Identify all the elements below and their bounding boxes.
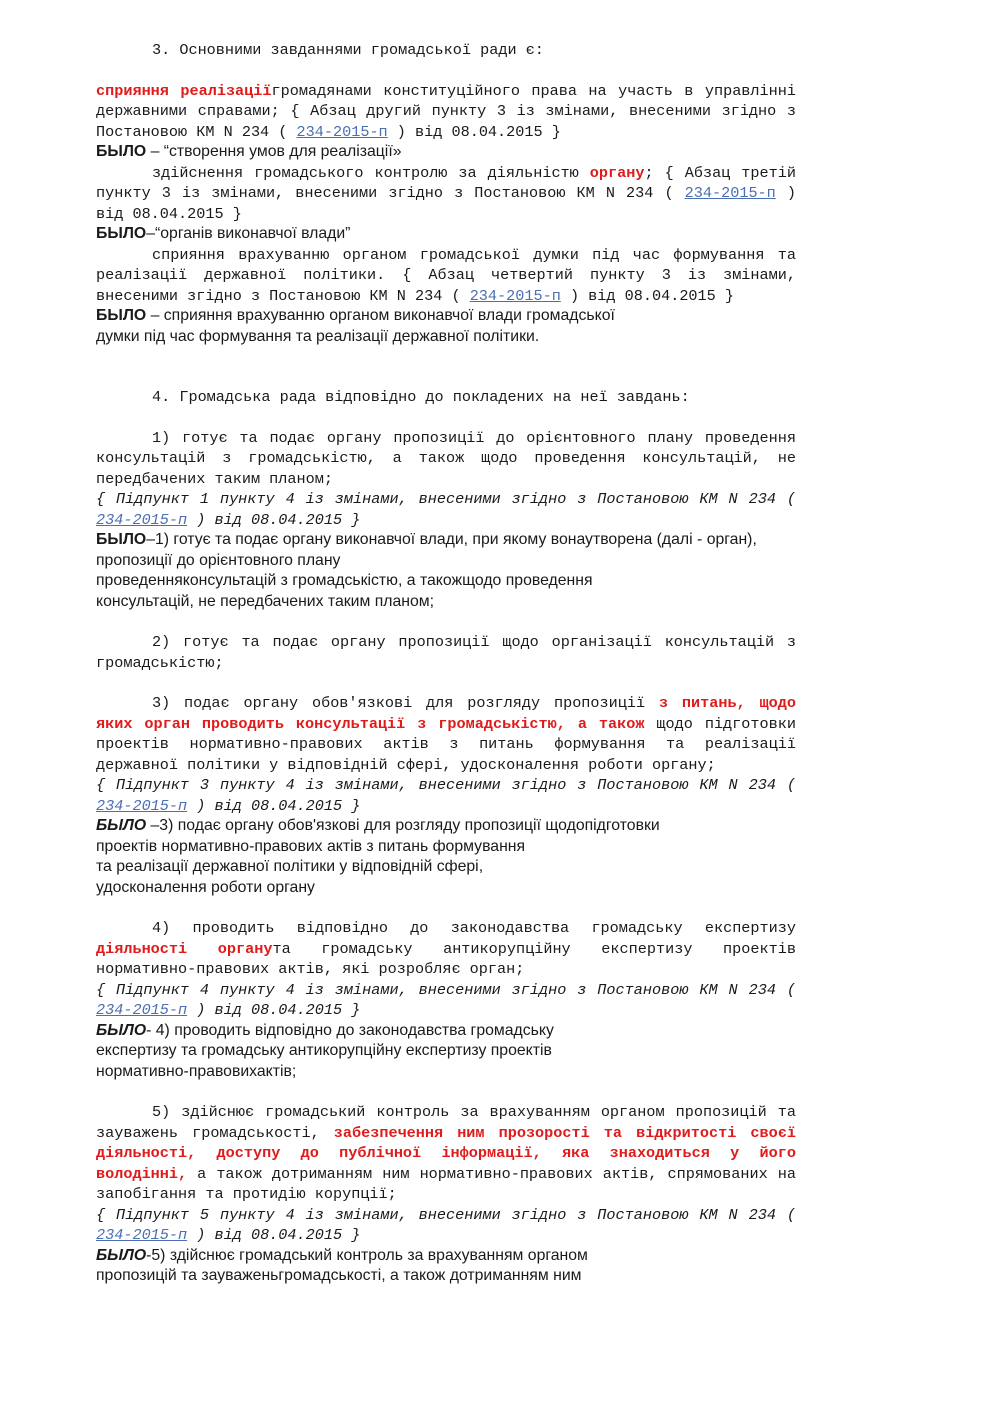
amendment-note: { Підпункт 3 пункту 4 із змінами, внесеними згідно з Постановою КМ N 234 ( bbox=[96, 776, 796, 794]
paragraph-text: 5) здійснює громадський контроль за врахуванням органом пропозицій та зауважень громадськості, bbox=[96, 1103, 796, 1142]
sec3-item2 bbox=[96, 163, 796, 225]
highlight: з питань, щодо яких орган проводить консультації з громадськістю, а також bbox=[96, 694, 796, 733]
bylo-label: БЫЛО bbox=[96, 817, 147, 834]
bylo-text: - 4) проводить відповідно до законодавства громадську bbox=[146, 1021, 554, 1039]
sec4-sub1: 1) готує та подає органу пропозиції до орієнтовного плану проведення консультацій з громадськістю, а також щодо проведення консультацій, не передбачених таким планом; bbox=[96, 428, 796, 488]
bylo-note-line: пропозицій та зауваженьгромадськості, а також дотриманням ним bbox=[96, 1267, 582, 1284]
paragraph-text: громадянами конституційного права на участь в управлінні державними справами; bbox=[96, 81, 796, 120]
amendment-link[interactable]: 234-2015-п bbox=[96, 796, 188, 815]
bylo-text: – сприяння врахуванню органом виконавчої влади громадської bbox=[146, 307, 615, 324]
amendment-link[interactable]: 234-2015-п bbox=[684, 184, 776, 202]
bylo-note-line: пропозиції до орієнтовного плану bbox=[96, 551, 341, 569]
amendment-note-italic bbox=[96, 489, 796, 530]
bylo-text: –3) подає органу обов'язкові для розгляду пропозиції щодопідготовки bbox=[146, 817, 660, 834]
bylo-note bbox=[96, 816, 796, 837]
amendment-note: { Підпункт 1 пункту 4 із змінами, внесеними згідно з Постановою КМ N 234 ( bbox=[96, 490, 796, 508]
section-4-heading: 4. Громадська рада відповідно до покладених на неї завдань: bbox=[152, 388, 690, 406]
paragraph-tail: щодо підготовки проектів нормативно-правових актів з питань формування та реалізації державної політики у відповідній сфері, удосконалення роботи органу; bbox=[96, 714, 796, 774]
bylo-note bbox=[96, 224, 796, 245]
bylo-text: – “створення умов для реалізації» bbox=[146, 143, 402, 160]
amendment-note-date: ) від 08.04.2015 } bbox=[196, 796, 361, 815]
bylo-note-line: проведенняконсультацій з громадськістю, а такожщодо проведення bbox=[96, 572, 593, 589]
section-3-heading: 3. Основними завданнями громадської ради є: bbox=[152, 41, 544, 59]
amendment-link[interactable]: 234-2015-п bbox=[96, 1001, 188, 1019]
bylo-note-line: та реалізації державної політики у відповідній сфері, bbox=[96, 858, 484, 875]
amendment-note-italic bbox=[96, 1205, 796, 1246]
bylo-label: БЫЛО bbox=[96, 1021, 147, 1039]
amendment-note-date: ) від 08.04.2015 } bbox=[96, 184, 796, 223]
highlight: діяльності органу bbox=[96, 939, 273, 958]
amendment-note: { Абзац третій пункту 3 із змінами, внесеними згідно з Постановою КМ N 234 ( bbox=[96, 163, 796, 202]
sec4-sub4 bbox=[96, 918, 796, 980]
bylo-label: БЫЛО bbox=[96, 307, 147, 324]
bylo-note-line: нормативно-правовихактів; bbox=[96, 1062, 297, 1080]
bylo-note-line: експертизу та громадську антикорупційну експертизу проектів bbox=[96, 1042, 552, 1059]
bylo-note-line: думки під час формування та реалізації державної політики. bbox=[96, 327, 540, 345]
amendment-link[interactable]: 234-2015-п bbox=[96, 1226, 188, 1244]
bylo-note bbox=[96, 142, 796, 163]
bylo-text: -5) здійснює громадський контроль за врахуванням органом bbox=[146, 1246, 588, 1264]
amendment-note: { Абзац четвертий пункту 3 із змінами, внесеними згідно з Постановою КМ N 234 ( bbox=[96, 266, 796, 305]
paragraph-text: 4) проводить відповідно до законодавства громадську експертизу bbox=[152, 919, 796, 937]
bylo-note bbox=[96, 1021, 796, 1042]
bylo-block bbox=[96, 816, 796, 898]
bylo-label: БЫЛО bbox=[96, 143, 147, 160]
amendment-note-date: ) від 08.04.2015 } bbox=[396, 122, 561, 141]
bylo-note-line: удосконалення роботи органу bbox=[96, 878, 315, 896]
sec4-sub5 bbox=[96, 1102, 796, 1205]
amendment-note-italic bbox=[96, 775, 796, 816]
amendment-note-date: ) від 08.04.2015 } bbox=[196, 1001, 361, 1019]
amendment-note: { Підпункт 4 пункту 4 із змінами, внесеними згідно з Постановою КМ N 234 ( bbox=[96, 980, 796, 999]
bylo-note bbox=[96, 1246, 796, 1267]
bylo-note bbox=[96, 530, 876, 551]
bylo-label: БЫЛО bbox=[96, 225, 147, 242]
sec4-sub3 bbox=[96, 693, 796, 775]
paragraph-text: 3) подає органу обов'язкові для розгляду пропозиції bbox=[152, 694, 646, 712]
bylo-note bbox=[96, 306, 796, 327]
highlight: забезпечення ним прозорості та відкритості своєї діяльності, доступу до публічної інформації, яка знаходиться у його володінні, bbox=[96, 1123, 796, 1183]
sec4-sub2: 2) готує та подає органу пропозиції щодо організації консультацій з громадськістю; bbox=[96, 633, 796, 672]
paragraph-text: здійснення громадського контролю за діяльністю bbox=[152, 163, 579, 182]
sec3-item1 bbox=[96, 81, 796, 143]
bylo-note-line: консультацій, не передбачених таким планом; bbox=[96, 592, 435, 610]
paragraph-text: сприяння врахуванню органом громадської думки під час формування та реалізації державної політики. bbox=[96, 245, 796, 284]
amendment-note-italic bbox=[96, 980, 796, 1021]
bylo-block bbox=[96, 1246, 796, 1287]
amendment-note-date: ) від 08.04.2015 } bbox=[569, 286, 735, 305]
bylo-block bbox=[96, 530, 876, 612]
amendment-link[interactable]: 234-2015-п bbox=[469, 286, 561, 305]
bylo-note-line: проектів нормативно-правових актів з питань формування bbox=[96, 837, 526, 855]
bylo-label: БЫЛО bbox=[96, 1246, 147, 1264]
amendment-note-date: ) від 08.04.2015 } bbox=[196, 510, 361, 529]
paragraph-tail: а також дотриманням ним нормативно-правових актів, спрямованих на запобігання та протидію корупції; bbox=[96, 1164, 796, 1203]
amendment-note: { Підпункт 5 пункту 4 із змінами, внесеними згідно з Постановою КМ N 234 ( bbox=[96, 1205, 796, 1224]
amendment-link[interactable]: 234-2015-п bbox=[296, 122, 388, 141]
bylo-text: –“органів виконавчої влади” bbox=[146, 225, 351, 242]
bylo-text: –1) готує та подає органу виконавчої влади, при якому вонаутворена (далі - орган), bbox=[146, 531, 757, 548]
paragraph-tail: ; bbox=[644, 163, 654, 182]
amendment-note-date: ) від 08.04.2015 } bbox=[196, 1226, 361, 1244]
highlight: сприяння реалізації bbox=[96, 81, 272, 100]
bylo-label: БЫЛО bbox=[96, 531, 147, 548]
amendment-note: { Абзац другий пункту 3 із змінами, внесеними згідно з Постановою КМ N 234 ( bbox=[96, 102, 796, 141]
amendment-link[interactable]: 234-2015-п bbox=[96, 510, 188, 529]
highlight: органу bbox=[589, 163, 645, 182]
sec3-item3 bbox=[96, 245, 796, 307]
document-page bbox=[96, 40, 796, 1287]
bylo-block bbox=[96, 1021, 796, 1083]
paragraph-tail: та громадську антикорупційну експертизу проектів нормативно-правових актів, які розробляє орган; bbox=[96, 939, 796, 978]
